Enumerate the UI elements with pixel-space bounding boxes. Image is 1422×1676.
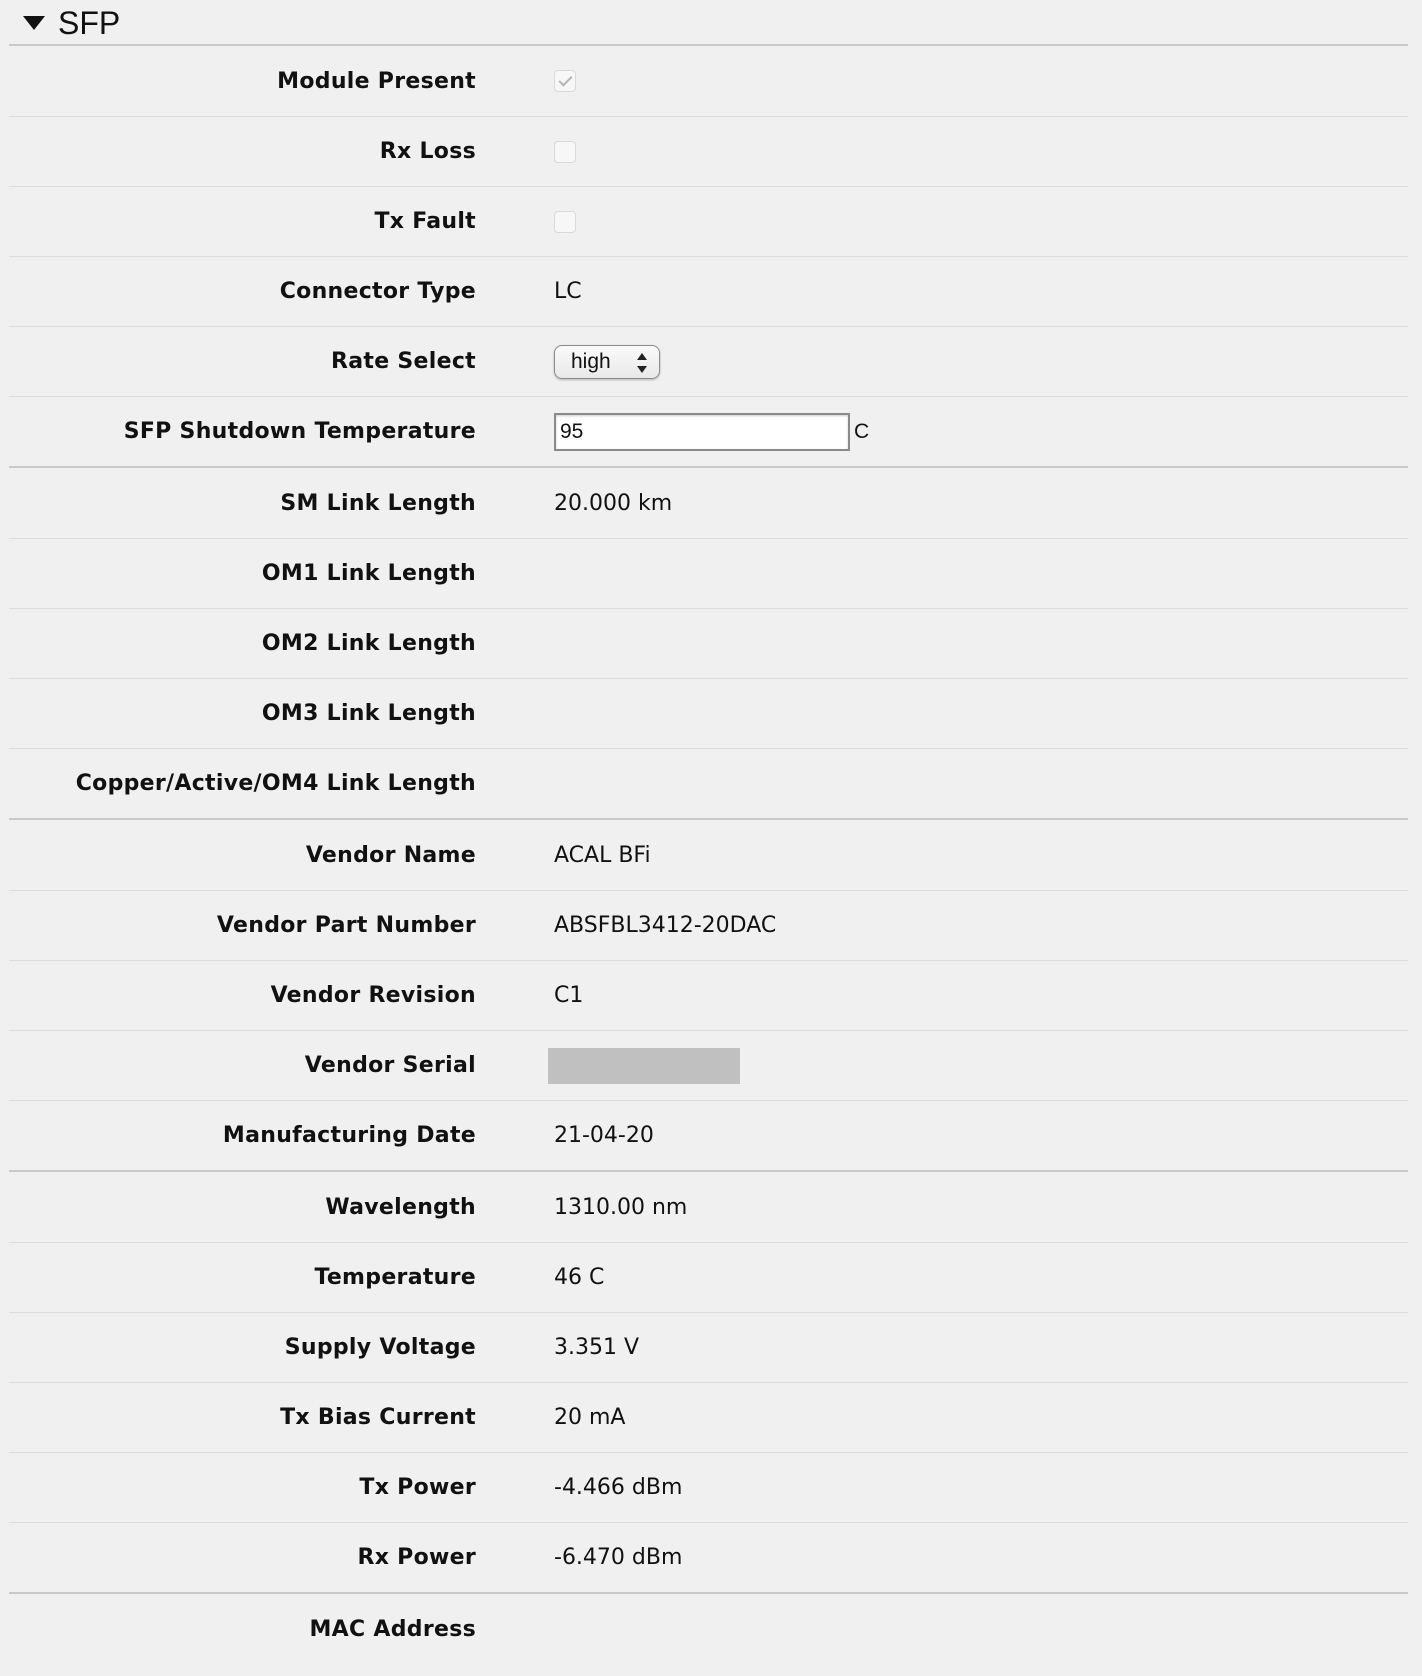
field-group <box>9 46 1408 468</box>
rx-loss-value-cell <box>554 117 576 186</box>
row-om1-link-length <box>9 538 1408 608</box>
section-title: SFP <box>58 5 121 41</box>
connector-type-value-cell <box>554 257 582 326</box>
tx-bias-current-value-cell <box>554 1383 625 1452</box>
row-module-present <box>9 46 1408 116</box>
vendor-revision-label: Vendor Revision <box>270 983 476 1008</box>
mac-address-label: MAC Address <box>309 1616 476 1642</box>
rx-loss-checkbox[interactable] <box>554 141 576 163</box>
field-group <box>9 468 1408 820</box>
rate-select-selected-value: high <box>571 349 611 373</box>
vendor-name-value: ACAL BFi <box>554 842 651 868</box>
tx-fault-label: Tx Fault <box>374 209 476 234</box>
sfp-shutdown-temperature-value-cell <box>554 397 869 466</box>
row-vendor-name <box>9 820 1408 890</box>
row-rx-power <box>9 1522 1408 1592</box>
updown-arrows-icon <box>637 353 647 373</box>
module-present-label: Module Present <box>277 68 476 94</box>
row-rate-select <box>9 326 1408 396</box>
tx-power-label: Tx Power <box>359 1475 476 1500</box>
rate-select-select[interactable] <box>554 345 660 379</box>
row-om3-link-length <box>9 678 1408 748</box>
row-vendor-serial <box>9 1030 1408 1100</box>
row-connector-type <box>9 256 1408 326</box>
om2-link-length-label: OM2 Link Length <box>261 631 476 656</box>
vendor-part-number-label: Vendor Part Number <box>216 913 476 938</box>
section-header <box>9 0 1408 46</box>
supply-voltage-label: Supply Voltage <box>284 1335 476 1360</box>
supply-voltage-value-cell <box>554 1313 639 1382</box>
rate-select-value-cell <box>554 327 660 396</box>
rx-power-label: Rx Power <box>357 1545 476 1570</box>
rx-power-value-cell <box>554 1523 682 1592</box>
tx-bias-current-value: 20 mA <box>554 1405 626 1430</box>
row-wavelength <box>9 1172 1408 1242</box>
manufacturing-date-value-cell <box>554 1101 654 1170</box>
row-copper-active-om4-link-length <box>9 748 1408 818</box>
supply-voltage-value: 3.351 V <box>554 1335 640 1360</box>
vendor-name-label: Vendor Name <box>305 842 476 868</box>
vendor-part-number-value: ABSFBL3412-20DAC <box>554 913 777 938</box>
manufacturing-date-label: Manufacturing Date <box>222 1123 476 1148</box>
vendor-name-value-cell <box>554 820 651 890</box>
wavelength-value-cell <box>554 1172 687 1242</box>
field-group <box>9 1172 1408 1594</box>
manufacturing-date-value: 21-04-20 <box>554 1123 654 1148</box>
row-tx-bias-current <box>9 1382 1408 1452</box>
sfp-shutdown-temperature-unit: C <box>854 419 870 443</box>
vendor-part-number-value-cell <box>554 891 776 960</box>
row-manufacturing-date <box>9 1100 1408 1170</box>
om1-link-length-label: OM1 Link Length <box>261 561 476 586</box>
row-tx-fault <box>9 186 1408 256</box>
row-mac-address <box>9 1594 1408 1664</box>
tx-bias-current-label: Tx Bias Current <box>280 1405 476 1430</box>
row-temperature <box>9 1242 1408 1312</box>
connector-type-value: LC <box>554 279 582 304</box>
sfp-shutdown-temperature-input[interactable] <box>554 413 850 451</box>
sfp-shutdown-temperature-label: SFP Shutdown Temperature <box>123 419 476 444</box>
row-vendor-part-number <box>9 890 1408 960</box>
field-group <box>9 820 1408 1172</box>
vendor-serial-label: Vendor Serial <box>304 1053 476 1078</box>
row-supply-voltage <box>9 1312 1408 1382</box>
wavelength-label: Wavelength <box>325 1194 476 1220</box>
row-sfp-shutdown-temperature <box>9 396 1408 466</box>
tx-power-value-cell <box>554 1453 682 1522</box>
connector-type-label: Connector Type <box>279 279 476 304</box>
copper-active-om4-link-length-label: Copper/Active/OM4 Link Length <box>75 771 476 796</box>
tx-power-value: -4.466 dBm <box>554 1475 683 1500</box>
row-rx-loss <box>9 116 1408 186</box>
wavelength-value: 1310.00 nm <box>554 1194 688 1220</box>
vendor-serial-redacted-block <box>548 1048 740 1084</box>
vendor-revision-value-cell <box>554 961 583 1030</box>
rate-select-label: Rate Select <box>331 349 476 374</box>
field-groups <box>9 46 1408 1664</box>
row-tx-power <box>9 1452 1408 1522</box>
om3-link-length-label: OM3 Link Length <box>261 701 476 726</box>
sm-link-length-value-cell <box>554 468 672 538</box>
temperature-label: Temperature <box>314 1265 476 1290</box>
row-sm-link-length <box>9 468 1408 538</box>
module-present-value-cell <box>554 46 576 116</box>
vendor-serial-value-cell <box>554 1031 740 1100</box>
sm-link-length-label: SM Link Length <box>280 490 476 516</box>
module-present-checkbox[interactable] <box>554 70 576 92</box>
caret-down-icon[interactable] <box>23 16 45 30</box>
row-om2-link-length <box>9 608 1408 678</box>
sm-link-length-value: 20.000 km <box>554 490 673 516</box>
field-group <box>9 1594 1408 1664</box>
row-vendor-revision <box>9 960 1408 1030</box>
tx-fault-checkbox[interactable] <box>554 211 576 233</box>
temperature-value: 46 C <box>554 1265 605 1290</box>
vendor-revision-value: C1 <box>554 983 584 1008</box>
rx-loss-label: Rx Loss <box>379 139 476 164</box>
temperature-value-cell <box>554 1243 604 1312</box>
rx-power-value: -6.470 dBm <box>554 1545 683 1570</box>
tx-fault-value-cell <box>554 187 576 256</box>
sfp-panel <box>9 0 1408 1664</box>
